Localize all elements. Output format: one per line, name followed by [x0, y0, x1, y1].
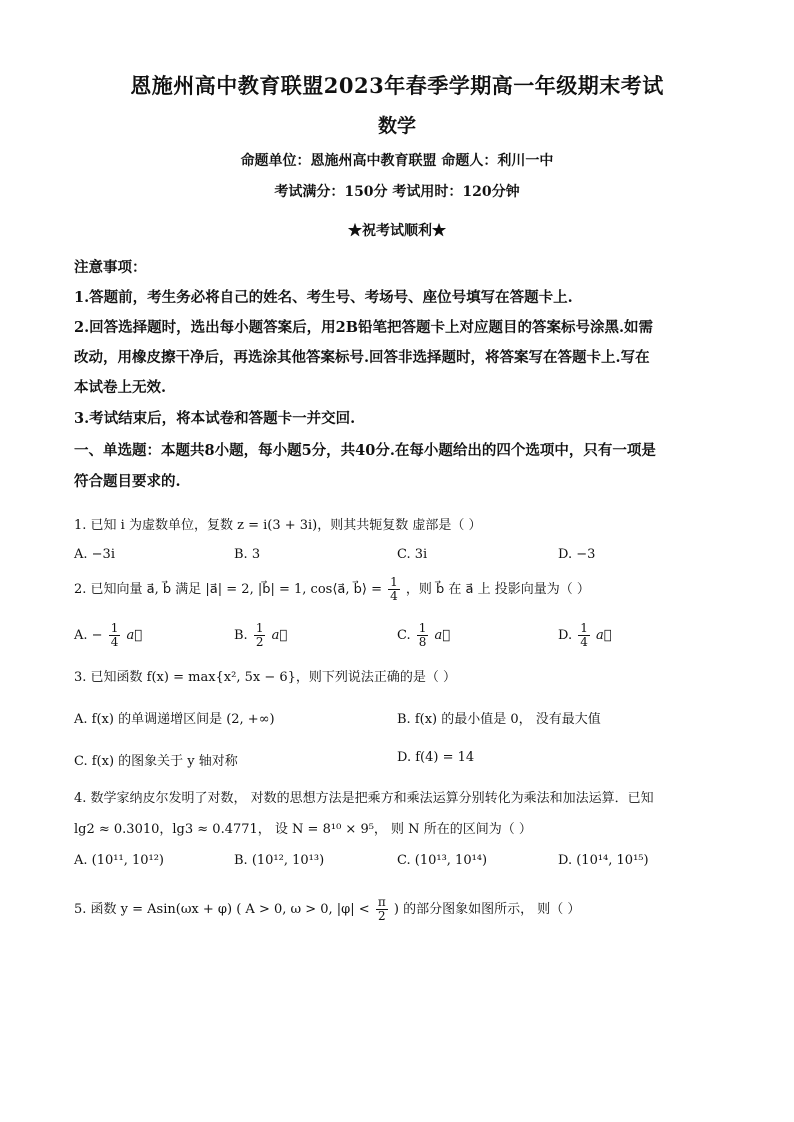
question-3-option-a: A. f(x) 的单调递增区间是 (2, +∞): [74, 712, 275, 727]
question-2-stem-part-b: ，则 b⃗ 在 a⃗ 上 投影向量为（ ）: [405, 582, 590, 597]
option-label: D.: [558, 628, 573, 643]
question-1-option-b: B. 3: [234, 547, 261, 562]
option-fraction: [417, 622, 429, 649]
fraction-numerator: 1: [390, 575, 398, 589]
good-luck-line: ★祝考试顺利★: [348, 223, 446, 239]
note-item-2-line-1: 2.回答选择题时，选出每小题答案后，用2B铅笔把答题卡上对应题目的答案标号涂黑.如需: [74, 319, 654, 336]
fraction-denominator: 8: [418, 635, 427, 649]
note-item-1: 1.答题前，考生务必将自己的姓名、考生号、考场号、座位号填写在答题卡上.: [74, 289, 573, 306]
question-4-stem-line-2: lg2 ≈ 0.3010，lg3 ≈ 0.4771， 设 N = 8¹⁰ × 9⁵， 则 N 所在的区间为（ ）: [74, 822, 532, 837]
notes-heading: 注意事项：: [74, 259, 147, 276]
question-2-stem-fraction: [388, 576, 400, 603]
fraction-denominator: 4: [580, 635, 588, 649]
fraction-numerator: 1: [255, 621, 264, 635]
question-2-stem: [74, 576, 590, 603]
question-3-stem: 3. 已知函数 f(x) = max{x², 5x − 6}，则下列说法正确的是（ ）: [74, 670, 457, 685]
fraction-numerator: 1: [110, 621, 119, 635]
question-3-option-c: C. f(x) 的图象关于 y 轴对称: [74, 754, 238, 769]
question-4-stem-line-1: 4. 数学家纳皮尔发明了对数， 对数的思想方法是把乘方和乘法运算分别转化为乘法和加法运算．已知: [74, 791, 654, 806]
question-5-stem-part-a: 5. 函数 y = Asin(ωx + φ) ( A > 0, ω > 0, |φ| <: [74, 902, 370, 917]
fraction-denominator: 2: [255, 635, 264, 649]
question-3-option-b: B. f(x) 的最小值是 0， 没有最大值: [397, 712, 601, 727]
author-info: 命题单位：恩施州高中教育联盟 命题人：利川一中: [240, 153, 554, 169]
note-item-3: 3.考试结束后，将本试卷和答题卡一并交回.: [74, 410, 356, 427]
question-4-option-d: D. (10¹⁴, 10¹⁵): [558, 853, 649, 868]
exam-duration-info: 考试满分：150分 考试用时：120分钟: [274, 184, 520, 200]
exam-title: 恩施州高中教育联盟2023年春季学期高一年级期末考试: [130, 73, 664, 98]
option-fraction: [254, 622, 266, 649]
option-label: A. −: [74, 628, 103, 643]
question-2-stem-part-a: 2. 已知向量 a⃗, b⃗ 满足 |a⃗| = 2, |b⃗| = 1, cos⟨a⃗, b⃗⟩ =: [74, 582, 382, 597]
exam-subject: 数学: [377, 115, 416, 137]
question-1-option-c: C. 3i: [397, 547, 428, 562]
option-fraction: [109, 622, 121, 649]
question-5-stem: [74, 896, 580, 923]
question-3-option-d: D. f(4) = 14: [397, 750, 475, 765]
fraction-denominator: 4: [390, 589, 398, 603]
fraction-numerator: π: [377, 895, 386, 909]
question-4-option-b: B. (10¹², 10¹³): [234, 853, 325, 868]
vector-a: a⃗: [596, 628, 612, 643]
question-4-option-c: C. (10¹³, 10¹⁴): [397, 853, 488, 868]
fraction-denominator: 4: [110, 635, 119, 649]
question-1-stem: 1. 已知 i 为虚数单位，复数 z = i(3 + 3i)，则其共轭复数 虚部是（ ）: [74, 518, 482, 533]
vector-a: a⃗: [434, 628, 451, 643]
section-heading-line-1: 一、单选题：本题共8小题，每小题5分，共40分.在每小题给出的四个选项中，只有一项是: [74, 442, 656, 459]
fraction-numerator: 1: [580, 621, 588, 635]
option-label: C.: [397, 628, 411, 643]
question-5-stem-fraction: [376, 896, 388, 923]
vector-a: a⃗: [126, 628, 143, 643]
question-2-option-c: [397, 622, 450, 649]
question-1-option-a: A. −3i: [74, 547, 115, 562]
section-heading-line-2: 符合题目要求的.: [74, 473, 181, 490]
question-2-option-d: [558, 622, 612, 649]
question-2-option-b: [234, 622, 287, 649]
option-label: B.: [234, 628, 248, 643]
note-item-2-line-2: 改动，用橡皮擦干净后，再选涂其他答案标号.回答非选择题时，将答案写在答题卡上.写在: [74, 349, 650, 366]
question-4-option-a: A. (10¹¹, 10¹²): [74, 853, 164, 868]
question-2-option-a: [74, 622, 142, 649]
question-5-stem-part-b: ) 的部分图象如图所示， 则（ ）: [393, 902, 581, 917]
note-item-2-line-3: 本试卷上无效.: [74, 379, 167, 396]
question-1-option-d: D. −3: [558, 547, 596, 562]
option-fraction: [578, 622, 590, 649]
fraction-denominator: 2: [377, 909, 386, 923]
fraction-numerator: 1: [418, 621, 427, 635]
vector-a: a⃗: [271, 628, 288, 643]
